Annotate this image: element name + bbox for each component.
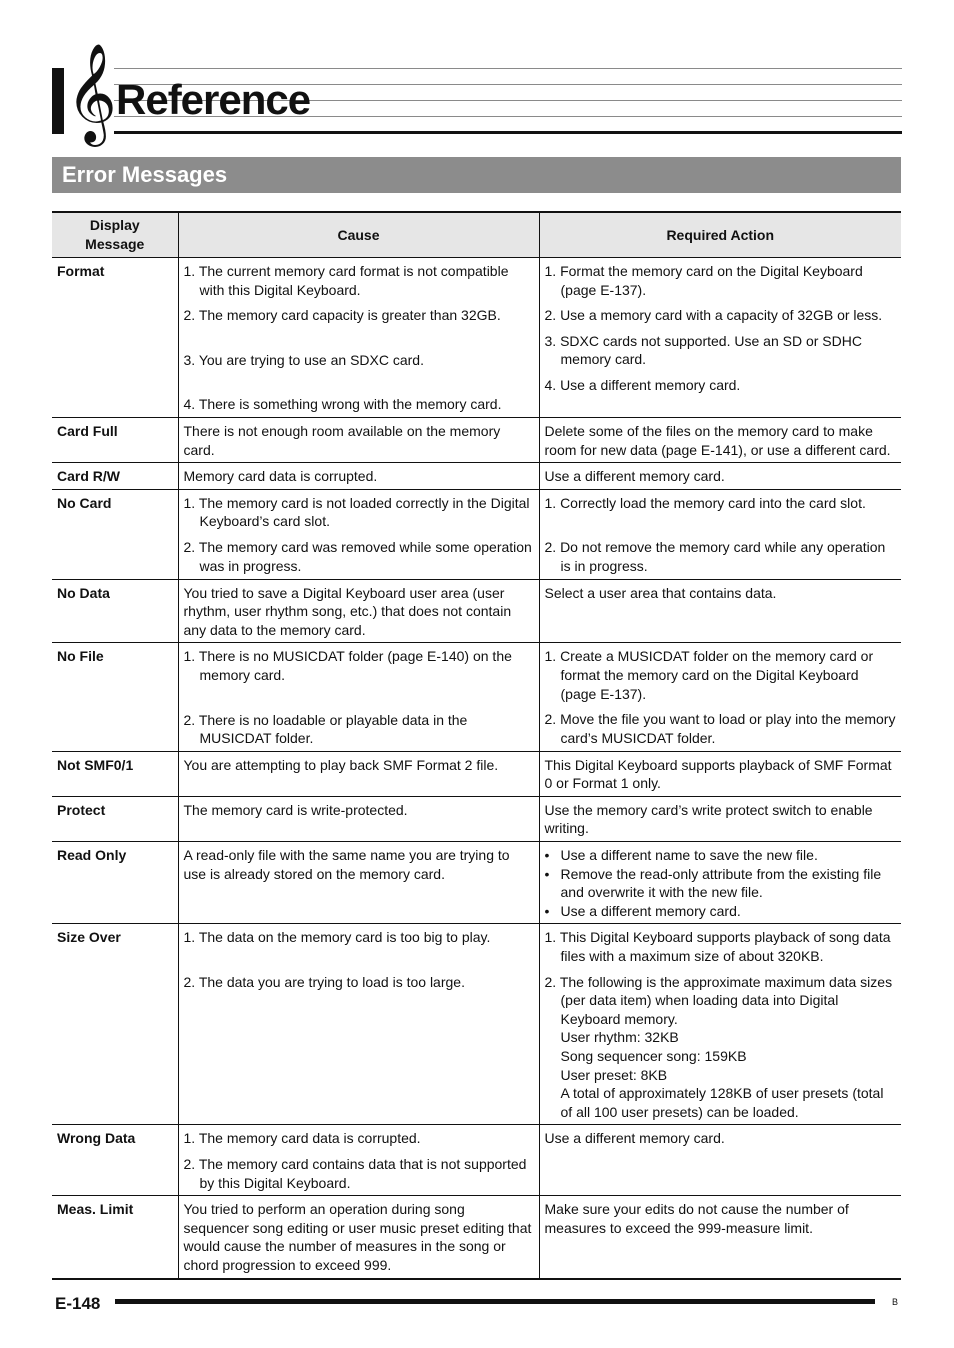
cause-item: Memory card data is corrupted. (183, 468, 378, 485)
action-cell (539, 463, 901, 490)
action-item: 4. Use a different memory card. (544, 376, 741, 393)
cause-item: 2. The memory card was removed while some operation was in progress. (183, 538, 532, 574)
cause-item: 3. You are trying to use an SDXC card. (183, 351, 424, 368)
display-message: Format (52, 258, 178, 418)
action-cell (539, 417, 901, 462)
cause-cell (178, 643, 539, 751)
bullet-icon: • (544, 902, 550, 919)
table-row (52, 1125, 901, 1196)
action-item: 2. The following is the approximate maximum data sizes (per data item) when loading data into Digital Keyboard memory. (544, 973, 893, 1027)
action-cell (539, 258, 901, 418)
action-item: 1. Correctly load the memory card into the card slot. (544, 494, 866, 511)
cause-item: 2. There is no loadable or playable data in the MUSICDAT folder. (183, 711, 468, 747)
action-detail: A total of approximately 128KB of user presets (total of all 100 user presets) can be loaded. (560, 1085, 884, 1120)
display-message: Read Only (52, 842, 178, 924)
display-message: No File (52, 643, 178, 751)
action-cell (539, 924, 901, 1125)
table-row (52, 643, 901, 751)
action-item: 3. SDXC cards not supported. Use an SD or SDHC memory card. (544, 332, 862, 368)
display-message: Card R/W (52, 463, 178, 490)
action-bullet (545, 902, 897, 921)
section-title: Error Messages (62, 162, 228, 187)
action-item: Make sure your edits do not cause the number of measures to exceed the 999-measure limit. (544, 1201, 849, 1236)
cause-item: 2. The data you are trying to load is too large. (183, 974, 465, 991)
action-cell (539, 489, 901, 579)
display-message: Wrong Data (52, 1125, 178, 1196)
action-detail: User rhythm: 32KB (560, 1029, 679, 1046)
table-row (52, 489, 901, 579)
cause-item: 1. The memory card is not loaded correctly in the Digital Keyboard’s card slot. (183, 494, 530, 530)
bullet-text: Use a different memory card. (560, 902, 741, 919)
display-message: Meas. Limit (52, 1196, 178, 1279)
table-row (52, 1196, 901, 1279)
table-row (52, 796, 901, 841)
cause-item: 1. The current memory card format is not compatible with this Digital Keyboard. (183, 263, 509, 298)
table-row (52, 258, 901, 418)
bullet-icon: • (544, 865, 550, 882)
bullet-text: Remove the read-only attribute from the existing file and overwrite it with the new file. (560, 865, 882, 901)
table-row (52, 842, 901, 924)
cause-item: 2. The memory card contains data that is not supported by this Digital Keyboard. (183, 1155, 527, 1191)
page-number: E-148 (55, 1294, 101, 1313)
action-item: Use a different memory card. (544, 468, 725, 485)
table-row (52, 924, 901, 1125)
display-message: Not SMF0/1 (52, 751, 178, 796)
footer-mark: B (892, 1297, 899, 1307)
cause-item: 1. The memory card data is corrupted. (183, 1130, 421, 1147)
action-item: 1. Format the memory card on the Digital Keyboard (page E-137). (544, 263, 863, 298)
action-detail: Song sequencer song: 159KB (560, 1048, 747, 1064)
action-bullet (545, 846, 897, 865)
bullet-text: Use a different name to save the new file. (560, 847, 818, 864)
cause-cell (178, 417, 539, 462)
cause-cell (178, 751, 539, 796)
display-message: No Card (52, 489, 178, 579)
action-cell (539, 1196, 901, 1279)
cause-item: 2. The memory card capacity is greater than 32GB. (183, 307, 501, 324)
action-cell (539, 1125, 901, 1196)
action-item: Use the memory card’s write protect switch to enable writing. (544, 801, 873, 837)
cause-item: There is not enough room available on the memory card. (183, 422, 501, 458)
cause-item: You tried to perform an operation during song sequencer song editing or user music preset editing that would cause the number of measures in the song or chord progression to exceed 999. (183, 1201, 532, 1273)
header-display-message: Display Message (52, 212, 178, 258)
action-item: 2. Move the file you want to load or play into the memory card’s MUSICDAT folder. (544, 711, 896, 746)
footer-rule (115, 1299, 875, 1304)
cause-cell (178, 1125, 539, 1196)
error-messages-table (52, 211, 901, 1280)
action-item: Select a user area that contains data. (544, 584, 777, 601)
cause-cell (178, 924, 539, 1125)
cause-cell (178, 258, 539, 418)
cause-item: The memory card is write-protected. (183, 801, 408, 818)
header-bar (52, 68, 64, 134)
cause-item: A read-only file with the same name you are trying to use is already stored on the memory card. (183, 847, 510, 882)
action-item: Delete some of the files on the memory card to make room for new data (page E-141), or use a different card. (544, 422, 891, 458)
display-message: Card Full (52, 417, 178, 462)
cause-item: 1. The data on the memory card is too big to play. (183, 929, 491, 946)
action-item: 1. This Digital Keyboard supports playback of song data files with a maximum size of about 320KB. (544, 929, 891, 965)
action-cell (539, 751, 901, 796)
cause-cell (178, 463, 539, 490)
action-detail: User preset: 8KB (560, 1066, 668, 1083)
action-cell (539, 842, 901, 924)
page-title: Reference (116, 76, 311, 123)
action-item: 1. Create a MUSICDAT folder on the memory card or format the memory card on the Digital Keyboard (page E-137). (544, 648, 874, 702)
action-item: 2. Use a memory card with a capacity of 32GB or less. (544, 307, 883, 324)
cause-item: You are attempting to play back SMF Format 2 file. (183, 756, 499, 773)
cause-item: You tried to save a Digital Keyboard user area (user rhythm, user rhythm song, etc.) that does not contain any data to the memory card. (183, 584, 512, 638)
treble-clef-icon: 𝄞 (66, 43, 117, 143)
display-message: Protect (52, 796, 178, 841)
reference-header (52, 43, 902, 143)
action-item: This Digital Keyboard supports playback of SMF Format 0 or Format 1 only. (544, 756, 892, 792)
cause-item: 1. There is no MUSICDAT folder (page E-140) on the memory card. (183, 648, 512, 683)
table-row (52, 579, 901, 643)
header-required-action: Required Action (539, 212, 901, 258)
cause-item: 4. There is something wrong with the memory card. (183, 396, 502, 413)
action-bullet (545, 865, 897, 902)
cause-cell (178, 842, 539, 924)
cause-cell (178, 579, 539, 643)
action-cell (539, 579, 901, 643)
table-header-row (52, 212, 901, 258)
table-row (52, 751, 901, 796)
section-heading (52, 157, 901, 193)
action-cell (539, 643, 901, 751)
cause-cell (178, 489, 539, 579)
bullet-icon: • (544, 847, 550, 864)
cause-cell (178, 796, 539, 841)
header-cause: Cause (178, 212, 539, 258)
display-message: Size Over (52, 924, 178, 1125)
table-row (52, 417, 901, 462)
action-item: Use a different memory card. (544, 1130, 725, 1147)
table-row (52, 463, 901, 490)
cause-cell (178, 1196, 539, 1279)
display-message: No Data (52, 579, 178, 643)
action-cell (539, 796, 901, 841)
action-item: 2. Do not remove the memory card while any operation is in progress. (544, 539, 886, 574)
